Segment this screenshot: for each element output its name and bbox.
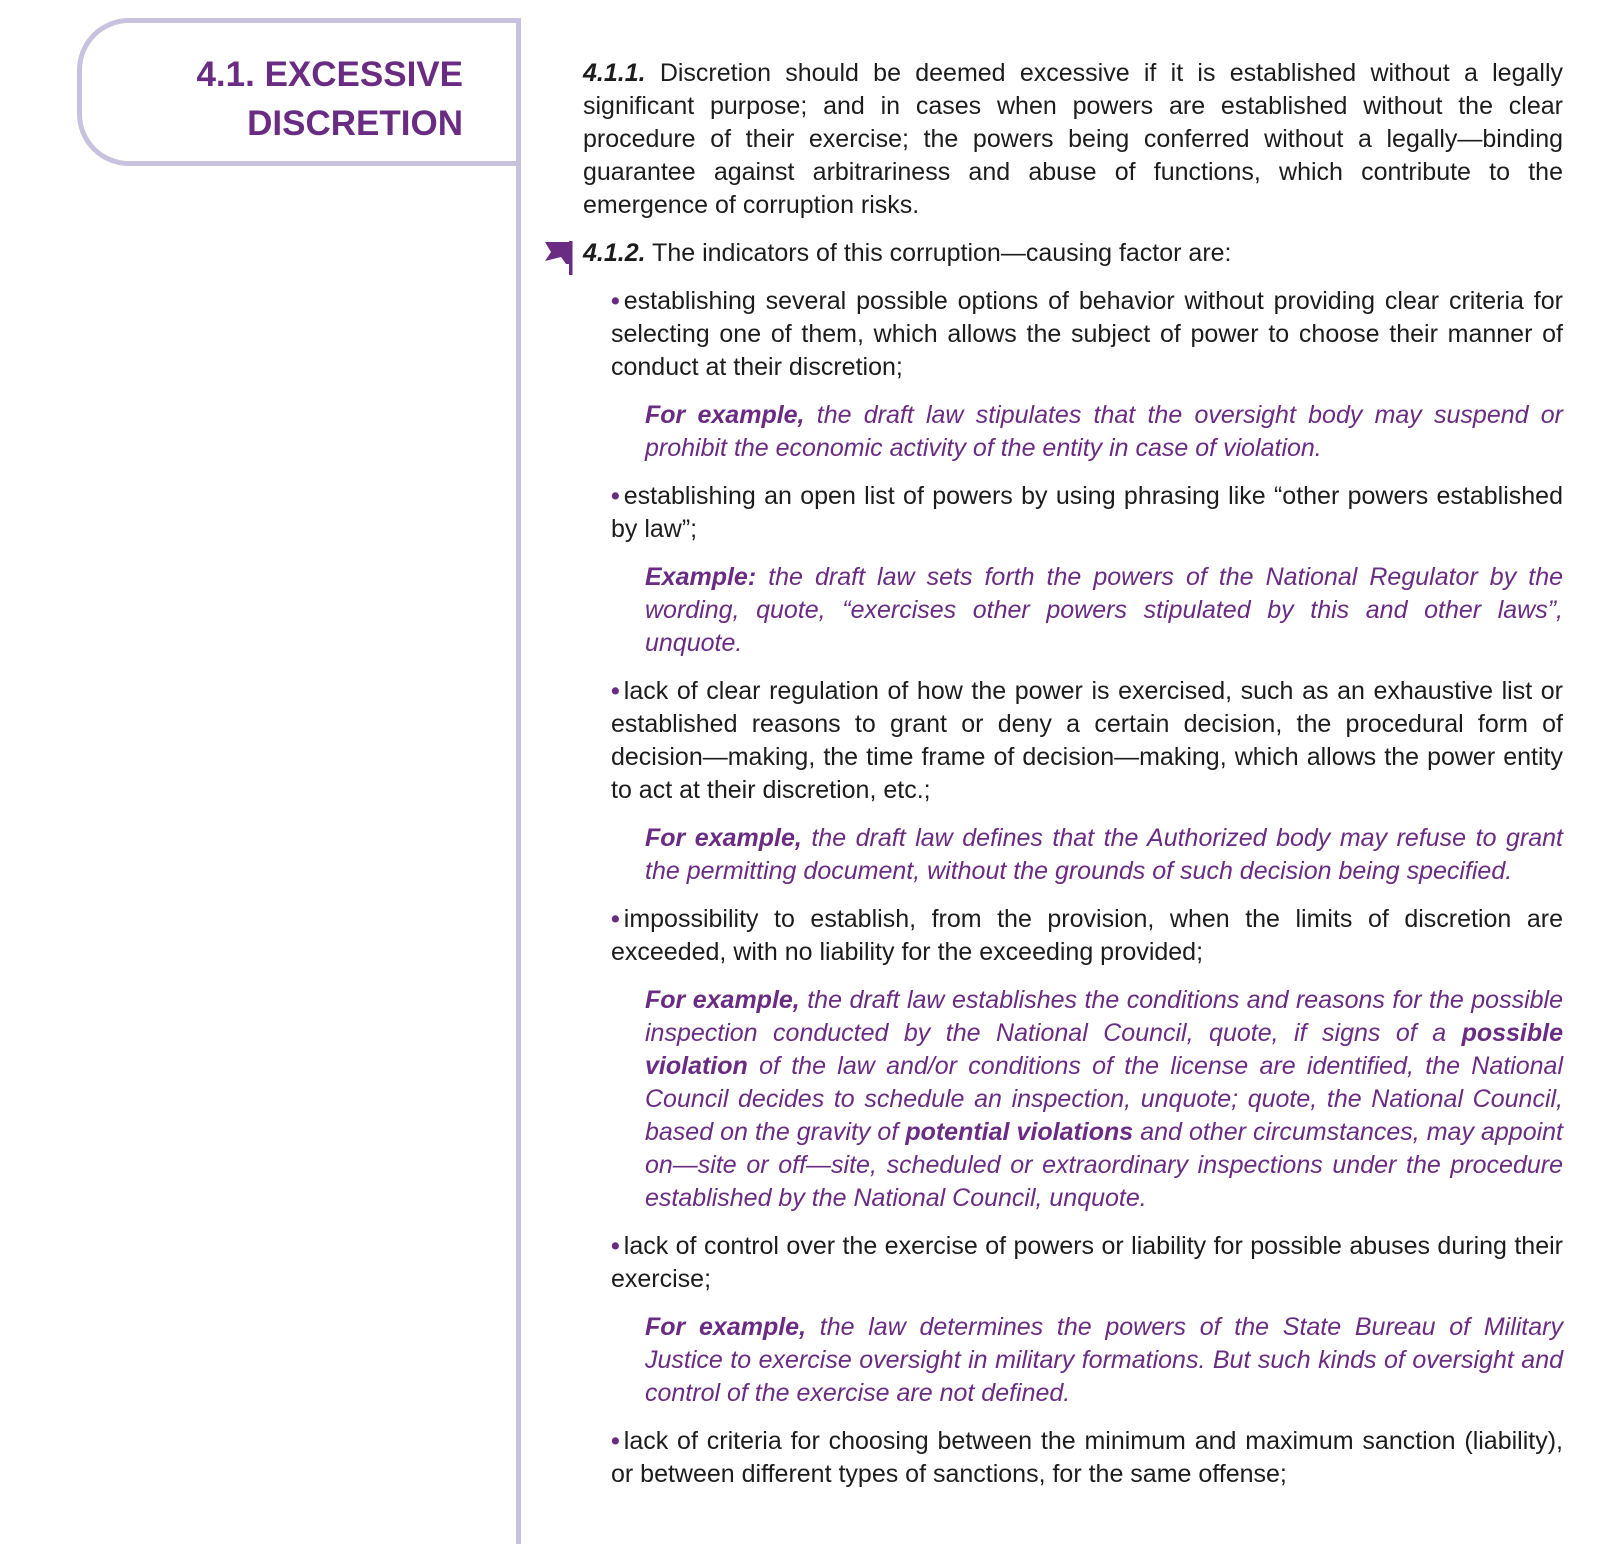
indicator-text: establishing several possible options of behavior without providing clear criteria for selecting one of them, which allows the subject of power to choose their manner of conduct at their discretion; xyxy=(611,287,1563,381)
paragraph-4-1-1 xyxy=(583,57,1563,222)
example-lead: For example, xyxy=(645,401,805,429)
example-text: the draft law defines that the Authorized body may refuse to grant the permitting document, without the grounds of such decision being specified. xyxy=(645,824,1563,885)
bullet-icon: • xyxy=(611,905,620,933)
indicator-item xyxy=(611,1425,1563,1491)
document-body xyxy=(583,57,1563,1491)
example-text: of the law and/or conditions of the license are identified, the National Council decides to schedule an inspection, unquote; quote, the National Council, based on the gravity of xyxy=(645,1052,1563,1146)
example-lead: For example, xyxy=(645,986,800,1014)
example-text: the law determines the powers of the State Bureau of Military Justice to exercise oversight in military formations. But such kinds of oversight and control of the exercise are not defined. xyxy=(645,1313,1563,1407)
indicator-item xyxy=(611,1230,1563,1296)
example-block xyxy=(645,822,1563,888)
indicator-text: lack of control over the exercise of powers or liability for possible abuses during their exercise; xyxy=(611,1232,1563,1293)
example-lead: For example, xyxy=(645,824,802,852)
section-title xyxy=(180,50,463,148)
indicator-item xyxy=(611,675,1563,807)
bullet-icon: • xyxy=(611,1232,620,1260)
indicator-item xyxy=(611,480,1563,546)
paragraph-4-1-2 xyxy=(583,237,1563,270)
example-block xyxy=(645,984,1563,1215)
example-emphasis: potential violations xyxy=(905,1118,1134,1146)
indicator-text: establishing an open list of powers by using phrasing like “other powers established by law”; xyxy=(611,482,1563,543)
bullet-icon: • xyxy=(611,1427,620,1455)
bookmark-flag-icon xyxy=(545,241,573,275)
example-text: the draft law stipulates that the oversight body may suspend or prohibit the economic activity of the entity in case of violation. xyxy=(645,401,1563,462)
example-text: the draft law sets forth the powers of the National Regulator by the wording, quote, “exercises other powers stipulated by this and other laws”, unquote. xyxy=(645,563,1563,657)
bullet-icon: • xyxy=(611,677,620,705)
vertical-divider xyxy=(516,18,521,1544)
bullet-icon: • xyxy=(611,287,620,315)
indicator-text: impossibility to establish, from the provision, when the limits of discretion are exceeded, with no liability for the exceeding provided; xyxy=(611,905,1563,966)
paragraph-number: 4.1.1. xyxy=(583,59,646,87)
bullet-icon: • xyxy=(611,482,620,510)
indicator-item xyxy=(611,903,1563,969)
example-block xyxy=(645,1311,1563,1410)
example-block xyxy=(645,561,1563,660)
example-block xyxy=(645,399,1563,465)
indicator-text: lack of clear regulation of how the power is exercised, such as an exhaustive list or established reasons to grant or deny a certain decision, the procedural form of decision—making, the time frame of decision—making, which allows the power entity to act at their discretion, etc.; xyxy=(611,677,1563,804)
section-title-line-1: 4.1. EXCESSIVE xyxy=(196,55,463,94)
example-lead: For example, xyxy=(645,1313,807,1341)
indicator-text: lack of criteria for choosing between the minimum and maximum sanction (liability), or between different types of sanctions, for the same offense; xyxy=(611,1427,1563,1488)
section-title-line-2: DISCRETION xyxy=(247,104,463,143)
indicator-item xyxy=(611,285,1563,384)
paragraph-text: The indicators of this corruption—causing factor are: xyxy=(645,239,1232,267)
example-lead: Example: xyxy=(645,563,757,591)
paragraph-text: Discretion should be deemed excessive if it is established without a legally significant purpose; and in cases when powers are established without the clear procedure of their exercise; the powers being conferred without a legally—binding guarantee against arbitrariness and abuse of functions, which contribute to the emergence of corruption risks. xyxy=(583,59,1563,219)
example-emphasis: possible violation xyxy=(645,1019,1563,1080)
paragraph-number: 4.1.2. xyxy=(583,239,646,267)
example-text: and other circumstances, may appoint on—site or off—site, scheduled or extraordinary inspections under the procedure established by the National Council, unquote. xyxy=(645,1118,1564,1212)
example-text: the draft law establishes the conditions and reasons for the possible inspection conducted by the National Council, quote, if signs of a xyxy=(645,986,1563,1047)
